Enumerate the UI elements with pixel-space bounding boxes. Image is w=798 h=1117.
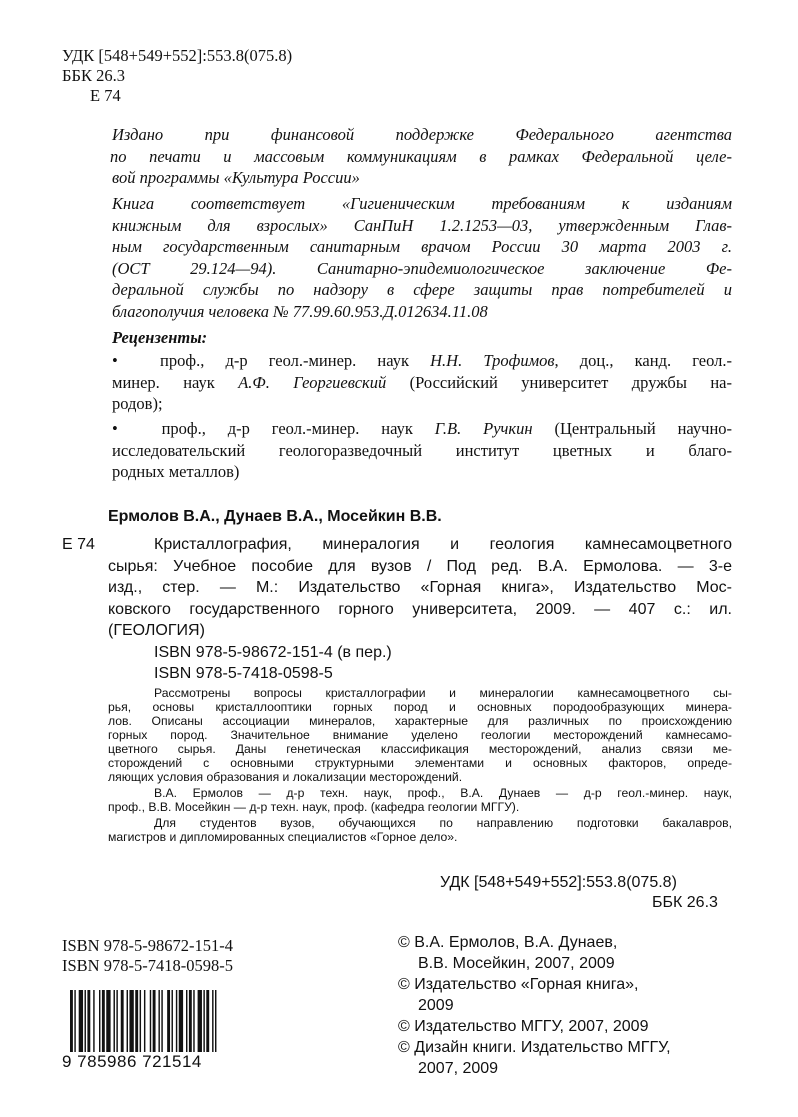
- copyright-block: © В.А. Ермолов, В.А. Дунаев, В.В. Мосейкин, 2007, 2009 © Издательство «Горная книга», 2009 © Издательство МГГУ, 2007, 2009 © Дизайн книги. Издательство МГГУ, 2007, 2009: [398, 932, 738, 1079]
- catalog-index: Е 74: [62, 536, 95, 553]
- barcode-bar: [87, 990, 90, 1052]
- barcode-bar: [193, 990, 194, 1052]
- copyright-icon: ©: [398, 1018, 410, 1035]
- audience-line: магистров и дипломированных специалистов «Горное дело».: [108, 830, 458, 844]
- funding-line: вой программы «Культура России»: [112, 168, 360, 188]
- abstract-line: горных пород. Значительное внимание уделено геологии месторождений камнесамо-: [108, 728, 732, 742]
- audience-line: Для студентов вузов, обучающихся по направлению подготовки бакалавров,: [154, 816, 732, 830]
- copyright-icon: ©: [398, 934, 410, 951]
- bullet: •: [112, 351, 118, 370]
- bullet: •: [112, 419, 118, 438]
- barcode-bar: [93, 990, 94, 1052]
- abstract-line: цветного сырья. Даны генетическая классификация месторождений, анализ связи ме-: [108, 742, 732, 756]
- barcode-bar: [203, 990, 204, 1052]
- reviewer-name: А.Ф. Георгиевский: [238, 372, 387, 392]
- catalog-line: (ГЕОЛОГИЯ): [108, 622, 205, 640]
- barcode-bar: [114, 990, 115, 1052]
- udk-code: УДК [548+549+552]:553.8(075.8): [62, 46, 293, 65]
- barcode-bar: [106, 990, 110, 1052]
- footer-isbn-2: ISBN 978-5-7418-0598-5: [62, 956, 233, 975]
- sanitary-line: Книга соответствует «Гигиеническим требованиям к изданиям: [112, 194, 732, 213]
- catalog-line: сырья: Учебное пособие для вузов / Под ред. В.А. Ермолова. — 3-е: [108, 557, 732, 575]
- authors-info-line: В.А. Ермолов — д-р техн. наук, проф., В.А. Дунаев — д-р геол.-минер. наук,: [154, 786, 732, 800]
- audience: [108, 816, 732, 844]
- barcode-bar: [129, 990, 133, 1052]
- barcode-bar: [70, 990, 73, 1052]
- barcode-bar: [150, 990, 151, 1052]
- abstract-line: рья, основы кристаллооптики горных пород и основных породообразующих минера-: [108, 700, 732, 714]
- footer-udk: УДК [548+549+552]:553.8(075.8): [440, 874, 677, 891]
- barcode-bar: [186, 990, 187, 1052]
- barcode-bar: [140, 990, 141, 1052]
- barcode-bar: [206, 990, 209, 1052]
- barcode-bar: [172, 990, 173, 1052]
- copyright-icon: ©: [398, 1039, 410, 1056]
- authors-info-line: проф., В.В. Мосейкин — д-р техн. наук, проф. (кафедра геологии МГГУ).: [108, 800, 520, 814]
- barcode-bar: [102, 990, 105, 1052]
- sanitary-line: благополучия человека № 77.99.60.953.Д.012634.11.08: [112, 301, 488, 321]
- abstract: [108, 686, 732, 784]
- barcode-bar: [121, 990, 124, 1052]
- abstract-line: сторождений с основными структурными элементами и основных факторов, опреде-: [108, 756, 732, 770]
- catalog-isbn-2: ISBN 978-5-7418-0598-5: [154, 665, 333, 682]
- copyright-item: © Издательство МГГУ, 2007, 2009: [398, 1018, 649, 1035]
- barcode-bar: [85, 990, 86, 1052]
- footer-isbn-1: ISBN 978-5-98672-151-4: [62, 936, 233, 955]
- funding-paragraph: [112, 124, 732, 189]
- copyright-item: © В.А. Ермолов, В.А. Дунаев,: [398, 934, 618, 951]
- barcode-bar: [144, 990, 145, 1052]
- funding-line: Издано при финансовой поддержке Федерального агентства: [112, 125, 732, 144]
- funding-line: по печати и массовым коммуникациям в рамках Федеральной целе-: [110, 146, 732, 166]
- catalog-line: изд., стер. — М.: Издательство «Горная книга», Издательство Мос-: [108, 579, 732, 597]
- copyright-item: © Дизайн книги. Издательство МГГУ,: [398, 1039, 671, 1056]
- barcode-bar: [176, 990, 177, 1052]
- sanitary-line: книжным для взрослых» СанПиН 1.2.1253—03, утвержденным Глав-: [112, 215, 732, 235]
- reviewer-name: Н.Н. Трофимов: [430, 351, 555, 370]
- authors-info: [108, 786, 732, 814]
- barcode-bar: [212, 990, 213, 1052]
- barcode-bar: [215, 990, 216, 1052]
- barcode-bar: [158, 990, 159, 1052]
- barcode-bar: [127, 990, 128, 1052]
- barcode-bar: [116, 990, 117, 1052]
- barcode-bar: [167, 990, 170, 1052]
- abstract-line: ляющих условия образования и локализации месторождений.: [108, 770, 463, 784]
- barcode-bar: [189, 990, 192, 1052]
- reviewer-2: • проф., д-р геол.-минер. наук Г.В. Ручкин (Центральный научно- исследовательский геологоразведочный институт цветных и благо- родных металлов): [112, 419, 733, 482]
- footer-bbk: ББК 26.3: [652, 894, 718, 911]
- catalog-line: Кристаллография, минералогия и геология камнесамоцветного: [154, 536, 732, 553]
- reviewer-1: • проф., д-р геол.-минер. наук Н.Н. Трофимов, доц., канд. геол.- минер. наук А.Ф. Георгиевский (Российский университет дружбы на- родов);: [112, 351, 732, 414]
- barcode-bar: [74, 990, 75, 1052]
- reviewer-name: Г.В. Ручкин: [434, 419, 533, 438]
- bbk-code: ББК 26.3: [62, 66, 125, 85]
- reviewers-title: Рецензенты:: [112, 328, 208, 347]
- abstract-line: лов. Описаны ассоциации минералов, характерные для различных по происхождению: [108, 714, 732, 728]
- catalog-line: ковского государственного горного университета, 2009. — 407 с.: ил.: [108, 600, 732, 618]
- barcode-bar: [198, 990, 202, 1052]
- author-index: Е 74: [90, 86, 121, 105]
- barcode-bar: [135, 990, 138, 1052]
- sanitary-line: ным государственным санитарным врачом России 30 марта 2003 г.: [112, 237, 732, 257]
- barcode-bar: [99, 990, 100, 1052]
- barcode-bar: [79, 990, 83, 1052]
- barcode-bar: [179, 990, 183, 1052]
- sanitary-line: (ОСТ 29.124—94). Санитарно-эпидемиологическое заключение Фе-: [112, 258, 732, 278]
- copyright-item: © Издательство «Горная книга»,: [398, 976, 639, 993]
- barcode-bar: [161, 990, 162, 1052]
- copyright-icon: ©: [398, 976, 410, 993]
- catalog-description: [108, 534, 732, 642]
- abstract-line: Рассмотрены вопросы кристаллографии и минералогии камнесамоцветного сы-: [154, 686, 732, 700]
- sanitary-line: деральной службы по надзору в сфере защиты прав потребителей и: [112, 280, 732, 300]
- catalog-isbn-1: ISBN 978-5-98672-151-4 (в пер.): [154, 644, 392, 661]
- barcode: [70, 990, 350, 1052]
- barcode-digits: 9 785986 721514: [62, 1052, 202, 1071]
- barcode-bar: [153, 990, 156, 1052]
- authors: Ермолов В.А., Дунаев В.А., Мосейкин В.В.: [108, 508, 442, 525]
- sanitary-paragraph: [112, 193, 732, 323]
